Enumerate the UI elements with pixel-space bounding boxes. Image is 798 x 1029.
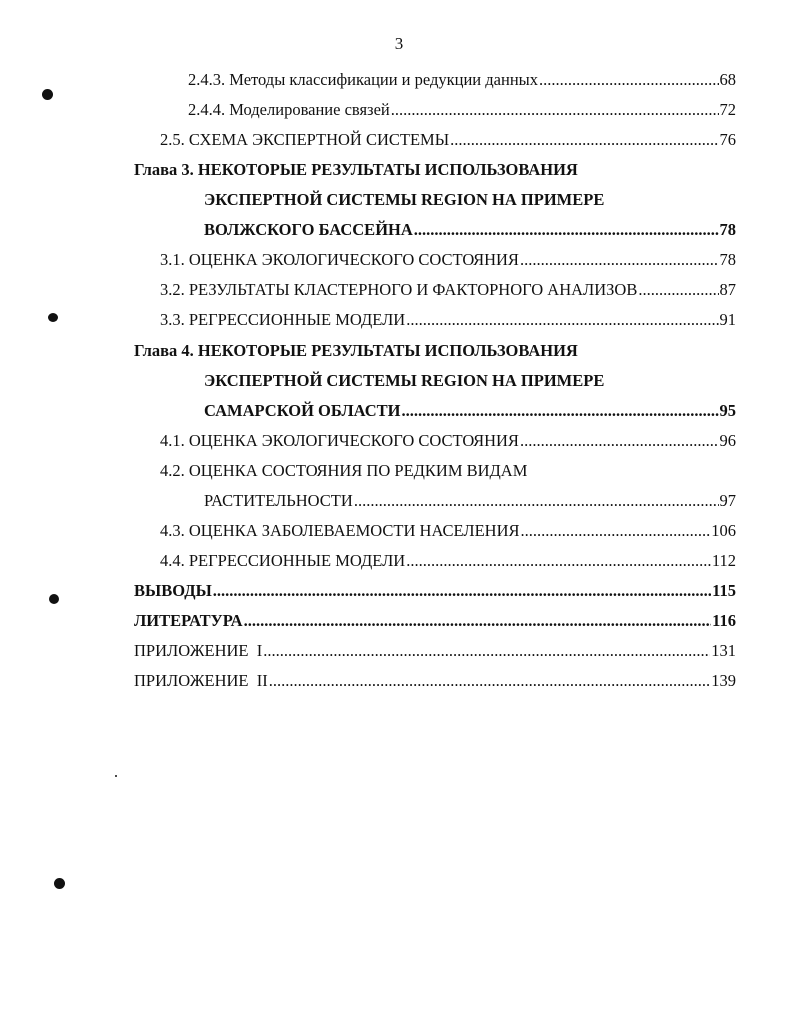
scan-mark: [54, 878, 65, 889]
toc-page: 97: [719, 491, 736, 510]
toc-entry-2-4-4[interactable]: [188, 99, 736, 121]
toc-leader: [450, 129, 718, 151]
toc-entry-appendix-1[interactable]: [134, 640, 736, 662]
toc-page: 78: [719, 220, 736, 239]
toc-page: 106: [711, 521, 736, 540]
chapter-3-title-line-1: Глава 3. НЕКОТОРЫЕ РЕЗУЛЬТАТЫ ИСПОЛЬЗОВАНИЯ: [134, 160, 578, 179]
toc-entry-4-1[interactable]: [160, 430, 736, 452]
toc-entry-appendix-2[interactable]: [134, 670, 736, 692]
toc-entry-3-3[interactable]: [160, 309, 736, 331]
chapter-4-title-line-1: Глава 4. НЕКОТОРЫЕ РЕЗУЛЬТАТЫ ИСПОЛЬЗОВАНИЯ: [134, 341, 578, 360]
toc-entry-chapter-4[interactable]: [204, 400, 736, 422]
toc-entry-2-5[interactable]: [160, 129, 736, 151]
toc-leader: [406, 550, 711, 572]
toc-leader: [244, 610, 712, 632]
toc-leader: [539, 69, 719, 91]
toc-label: ВОЛЖСКОГО БАССЕЙНА: [204, 220, 413, 239]
toc-label: 2.5. СХЕМА ЭКСПЕРТНОЙ СИСТЕМЫ: [160, 130, 450, 149]
toc-leader: [638, 279, 718, 301]
toc-page: 96: [719, 431, 736, 450]
toc-label: ВЫВОДЫ: [134, 581, 212, 600]
toc-label: 2.4.4. Моделирование связей: [188, 100, 390, 119]
scan-mark: [115, 775, 117, 777]
toc-label: 3.1. ОЦЕНКА ЭКОЛОГИЧЕСКОГО СОСТОЯНИЯ: [160, 250, 519, 269]
toc-leader: [414, 219, 719, 241]
toc-leader: [521, 520, 711, 542]
chapter-4-title-line-2: ЭКСПЕРТНОЙ СИСТЕМЫ REGION НА ПРИМЕРЕ: [204, 371, 605, 390]
toc-label: 3.2. РЕЗУЛЬТАТЫ КЛАСТЕРНОГО И ФАКТОРНОГО АНАЛИЗОВ: [160, 280, 638, 299]
toc-entry-conclusions[interactable]: [134, 580, 736, 602]
toc-leader: [402, 400, 719, 422]
toc-leader: [263, 640, 710, 662]
toc-label: РАСТИТЕЛЬНОСТИ: [204, 491, 353, 510]
toc-page: 87: [719, 280, 736, 299]
toc-leader: [354, 490, 719, 512]
toc-entry-4-2[interactable]: [204, 490, 736, 512]
scan-mark: [49, 594, 59, 604]
toc-page: 76: [719, 130, 736, 149]
toc-label: ПРИЛОЖЕНИЕ I: [134, 641, 263, 660]
toc-page: 131: [711, 641, 736, 660]
scan-mark: [48, 313, 58, 322]
toc-page: 116: [712, 611, 736, 630]
toc-label: 4.1. ОЦЕНКА ЭКОЛОГИЧЕСКОГО СОСТОЯНИЯ: [160, 431, 519, 450]
toc-page: 139: [711, 671, 736, 690]
toc-page: 112: [711, 551, 736, 570]
toc-label: ПРИЛОЖЕНИЕ II: [134, 671, 268, 690]
toc-entry-2-4-3[interactable]: [188, 69, 736, 91]
toc-page: 78: [719, 250, 736, 269]
toc-label: 3.3. РЕГРЕССИОННЫЕ МОДЕЛИ: [160, 310, 406, 329]
toc-leader: [213, 580, 711, 602]
toc-entry-3-1[interactable]: [160, 249, 736, 271]
toc-leader: [269, 670, 711, 692]
toc-page: 72: [719, 100, 736, 119]
toc-label: ЛИТЕРАТУРА: [134, 611, 243, 630]
toc-label: САМАРСКОЙ ОБЛАСТИ: [204, 401, 401, 420]
toc-leader: [520, 249, 719, 271]
toc-label: 4.4. РЕГРЕССИОННЫЕ МОДЕЛИ: [160, 551, 406, 570]
toc-page: 95: [719, 401, 736, 420]
toc-entry-3-2[interactable]: [160, 279, 736, 301]
toc-page: 91: [719, 310, 736, 329]
toc-entry-4-4[interactable]: [160, 550, 736, 572]
toc-leader: [391, 99, 719, 121]
toc-page: 68: [719, 70, 736, 89]
toc-entry-4-2-line-1: 4.2. ОЦЕНКА СОСТОЯНИЯ ПО РЕДКИМ ВИДАМ: [160, 461, 528, 480]
scan-mark: [42, 89, 53, 100]
toc-leader: [406, 309, 718, 331]
toc-entry-literature[interactable]: [134, 610, 736, 632]
toc-label: 4.3. ОЦЕНКА ЗАБОЛЕВАЕМОСТИ НАСЕЛЕНИЯ: [160, 521, 520, 540]
toc-leader: [520, 430, 719, 452]
toc-page: 115: [712, 581, 736, 600]
toc-entry-4-3[interactable]: [160, 520, 736, 542]
toc-entry-chapter-3[interactable]: [204, 219, 736, 241]
chapter-3-title-line-2: ЭКСПЕРТНОЙ СИСТЕМЫ REGION НА ПРИМЕРЕ: [204, 190, 605, 209]
page-number: 3: [394, 34, 404, 53]
toc-label: 2.4.3. Методы классификации и редукции данных: [188, 70, 538, 89]
